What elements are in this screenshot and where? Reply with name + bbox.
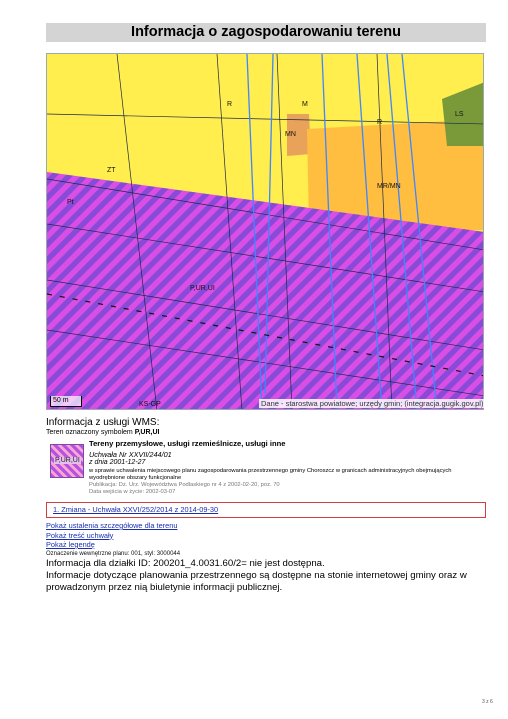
map-label: ZT bbox=[107, 167, 116, 174]
resolution-description: w sprawie uchwalenia miejscowego planu zagospodarowania przestrzennego gminy Choroszcz w granicach administracyjnych obejmujących wyodrębnione obszary funkcjonalne bbox=[89, 467, 452, 481]
resolution-number: Uchwała Nr XXVII/244/01 bbox=[89, 449, 172, 459]
info-line-2: Informacje dotyczące planowania przestrzennego są dostępne na stonie internetowej gminy oraz w prowadzonym przez nią biuletynie informacji publicznej. bbox=[46, 569, 467, 593]
map-label: MN bbox=[285, 131, 296, 138]
map-label: Pt bbox=[67, 199, 74, 206]
map-label: R bbox=[227, 101, 233, 108]
map-label: MR/MN bbox=[377, 183, 401, 190]
info-line-1: Informacja dla działki ID: 200201_4.0031.60/2= nie jest dostępna. bbox=[46, 558, 325, 569]
resolution-date: z dnia 2001-12-27 bbox=[89, 459, 146, 466]
wms-subtitle-prefix: Teren oznaczony symbolem bbox=[46, 429, 133, 436]
map-label: KS-GP bbox=[139, 401, 161, 408]
details-link[interactable]: Pokaż ustalenia szczegółowe dla terenu bbox=[46, 521, 178, 530]
links-block bbox=[46, 521, 180, 559]
internal-designation: Oznaczenie wewnętrzne planu: 001, styl: 3000044 bbox=[46, 550, 181, 557]
publication-info: Publikacja: Dz. Urz. Województwa Podlaskiego nr 4 z 2002-02-20, poz. 70 bbox=[89, 481, 280, 488]
page-title: Informacja o zagospodarowaniu terenu bbox=[46, 23, 486, 42]
map-label: M bbox=[302, 101, 308, 108]
zoning-map[interactable] bbox=[46, 53, 484, 410]
map-canvas[interactable] bbox=[47, 54, 484, 410]
map-attribution: Dane - starostwa powiatowe; urzędy gmin; (integracja.gugik.gov.pl) bbox=[261, 399, 484, 408]
wms-title: Informacja z usługi WMS: bbox=[46, 417, 160, 428]
wms-description bbox=[89, 440, 489, 496]
legend-swatch-label: P,UR,UI bbox=[55, 457, 80, 464]
content-link[interactable]: Pokaż treść uchwały bbox=[46, 530, 114, 540]
map-label: P,UR,UI bbox=[190, 285, 215, 292]
wms-subtitle bbox=[46, 429, 160, 436]
amendment-box bbox=[46, 502, 486, 518]
legend-link[interactable]: Pokaż legendę bbox=[46, 540, 95, 549]
zone-heading: Tereny przemysłowe, usługi rzemieślnicze, usługi inne bbox=[89, 439, 286, 448]
amendment-link[interactable]: 1. Zmiana - Uchwała XXVI/252/2014 z 2014-09-30 bbox=[53, 505, 219, 514]
effective-date: Data wejścia w życie: 2002-03-07 bbox=[89, 488, 176, 495]
map-label: R bbox=[377, 119, 383, 126]
info-block bbox=[46, 558, 491, 593]
map-scale: 50 m bbox=[50, 396, 82, 407]
map-label: LS bbox=[455, 111, 464, 118]
legend-swatch bbox=[50, 444, 84, 478]
wms-symbol: P,UR,UI bbox=[134, 429, 160, 436]
page-number: 3 z 6 bbox=[482, 699, 493, 705]
